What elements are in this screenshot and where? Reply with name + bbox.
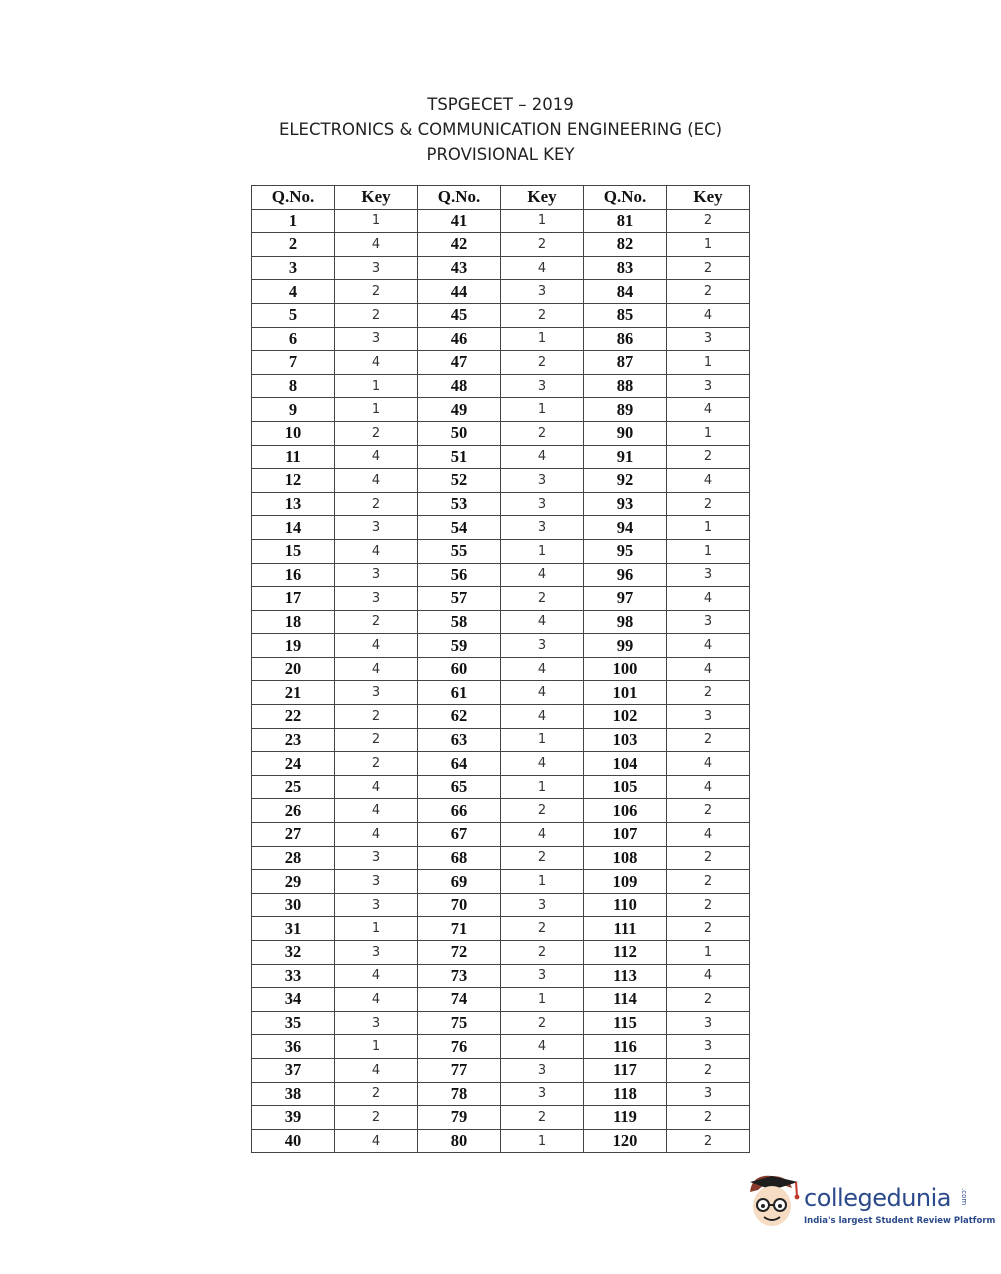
answer-key-cell: 2 [335, 752, 418, 776]
question-number-cell: 33 [252, 964, 335, 988]
answer-key-cell: 3 [667, 563, 750, 587]
question-number-cell: 55 [418, 539, 501, 563]
column-header-qno: Q.No. [252, 186, 335, 210]
answer-key-cell: 1 [667, 351, 750, 375]
question-number-cell: 103 [584, 728, 667, 752]
table-row [252, 705, 750, 729]
question-number-cell: 82 [584, 233, 667, 257]
question-number-cell: 90 [584, 421, 667, 445]
answer-key-cell: 4 [667, 587, 750, 611]
table-row [252, 374, 750, 398]
answer-key-cell: 2 [667, 988, 750, 1012]
answer-key-cell: 3 [667, 1011, 750, 1035]
answer-key-cell: 1 [501, 209, 584, 233]
answer-key-cell: 2 [667, 681, 750, 705]
question-number-cell: 52 [418, 469, 501, 493]
question-number-cell: 76 [418, 1035, 501, 1059]
question-number-cell: 107 [584, 823, 667, 847]
answer-key-cell: 4 [501, 657, 584, 681]
question-number-cell: 11 [252, 445, 335, 469]
question-number-cell: 41 [418, 209, 501, 233]
answer-key-cell: 3 [501, 516, 584, 540]
question-number-cell: 104 [584, 752, 667, 776]
table-row [252, 209, 750, 233]
question-number-cell: 54 [418, 516, 501, 540]
answer-key-table [251, 185, 750, 1153]
question-number-cell: 96 [584, 563, 667, 587]
answer-key-cell: 3 [667, 610, 750, 634]
table-row [252, 398, 750, 422]
question-number-cell: 10 [252, 421, 335, 445]
column-header-key: Key [335, 186, 418, 210]
answer-key-cell: 4 [335, 1129, 418, 1153]
exam-subject: ELECTRONICS & COMMUNICATION ENGINEERING (EC) [278, 120, 723, 139]
question-number-cell: 26 [252, 799, 335, 823]
question-number-cell: 111 [584, 917, 667, 941]
answer-key-cell: 3 [335, 327, 418, 351]
question-number-cell: 27 [252, 823, 335, 847]
question-number-cell: 80 [418, 1129, 501, 1153]
answer-key-cell: 3 [335, 870, 418, 894]
answer-key-cell: 1 [667, 233, 750, 257]
answer-key-cell: 2 [667, 280, 750, 304]
question-number-cell: 13 [252, 492, 335, 516]
question-number-cell: 83 [584, 256, 667, 280]
answer-key-cell: 3 [667, 705, 750, 729]
table-row [252, 988, 750, 1012]
table-row [252, 775, 750, 799]
answer-key-cell: 4 [335, 634, 418, 658]
answer-key-cell: 2 [501, 1011, 584, 1035]
answer-key-cell: 2 [667, 256, 750, 280]
question-number-cell: 108 [584, 846, 667, 870]
table-row [252, 681, 750, 705]
answer-key-cell: 3 [335, 893, 418, 917]
answer-key-cell: 2 [501, 917, 584, 941]
answer-key-cell: 2 [335, 421, 418, 445]
answer-key-cell: 4 [501, 681, 584, 705]
question-number-cell: 68 [418, 846, 501, 870]
question-number-cell: 62 [418, 705, 501, 729]
answer-key-cell: 2 [335, 728, 418, 752]
answer-key-cell: 2 [501, 846, 584, 870]
question-number-cell: 53 [418, 492, 501, 516]
answer-key-cell: 4 [501, 256, 584, 280]
table-row [252, 964, 750, 988]
question-number-cell: 110 [584, 893, 667, 917]
question-number-cell: 17 [252, 587, 335, 611]
question-number-cell: 67 [418, 823, 501, 847]
answer-key-cell: 2 [335, 610, 418, 634]
question-number-cell: 48 [418, 374, 501, 398]
answer-key-cell: 4 [335, 657, 418, 681]
answer-key-cell: 1 [667, 539, 750, 563]
answer-key-cell: 3 [501, 1058, 584, 1082]
question-number-cell: 85 [584, 303, 667, 327]
answer-key-cell: 4 [335, 469, 418, 493]
answer-key-cell: 2 [667, 870, 750, 894]
table-row [252, 421, 750, 445]
question-number-cell: 30 [252, 893, 335, 917]
answer-key-cell: 1 [501, 539, 584, 563]
question-number-cell: 78 [418, 1082, 501, 1106]
answer-key-cell: 2 [667, 799, 750, 823]
question-number-cell: 118 [584, 1082, 667, 1106]
question-number-cell: 28 [252, 846, 335, 870]
answer-key-cell: 3 [335, 256, 418, 280]
answer-key-cell: 1 [335, 374, 418, 398]
answer-key-cell: 1 [335, 1035, 418, 1059]
table-row [252, 469, 750, 493]
answer-key-cell: 3 [501, 893, 584, 917]
answer-key-cell: 3 [335, 1011, 418, 1035]
question-number-cell: 20 [252, 657, 335, 681]
question-number-cell: 9 [252, 398, 335, 422]
question-number-cell: 73 [418, 964, 501, 988]
table-row [252, 303, 750, 327]
answer-key-cell: 2 [501, 303, 584, 327]
question-number-cell: 120 [584, 1129, 667, 1153]
question-number-cell: 72 [418, 941, 501, 965]
question-number-cell: 99 [584, 634, 667, 658]
answer-key-cell: 3 [501, 634, 584, 658]
answer-key-cell: 1 [335, 398, 418, 422]
question-number-cell: 29 [252, 870, 335, 894]
question-number-cell: 112 [584, 941, 667, 965]
logo-tagline: India's largest Student Review Platform [804, 1216, 996, 1226]
table-row [252, 728, 750, 752]
answer-key-cell: 1 [501, 1129, 584, 1153]
table-row [252, 634, 750, 658]
answer-key-cell: 2 [335, 1106, 418, 1130]
answer-key-cell: 4 [501, 705, 584, 729]
question-number-cell: 113 [584, 964, 667, 988]
question-number-cell: 56 [418, 563, 501, 587]
question-number-cell: 91 [584, 445, 667, 469]
question-number-cell: 101 [584, 681, 667, 705]
question-number-cell: 1 [252, 209, 335, 233]
question-number-cell: 97 [584, 587, 667, 611]
answer-key-cell: 4 [501, 823, 584, 847]
answer-key-cell: 4 [335, 233, 418, 257]
question-number-cell: 69 [418, 870, 501, 894]
table-row [252, 1082, 750, 1106]
answer-key-cell: 2 [667, 1106, 750, 1130]
answer-key-cell: 4 [667, 964, 750, 988]
question-number-cell: 60 [418, 657, 501, 681]
question-number-cell: 58 [418, 610, 501, 634]
question-number-cell: 4 [252, 280, 335, 304]
answer-key-cell: 3 [335, 587, 418, 611]
answer-key-cell: 4 [335, 964, 418, 988]
answer-key-cell: 4 [667, 469, 750, 493]
question-number-cell: 61 [418, 681, 501, 705]
question-number-cell: 84 [584, 280, 667, 304]
question-number-cell: 119 [584, 1106, 667, 1130]
answer-key-cell: 3 [667, 1035, 750, 1059]
question-number-cell: 81 [584, 209, 667, 233]
table-row [252, 1035, 750, 1059]
answer-key-cell: 2 [667, 1129, 750, 1153]
question-number-cell: 66 [418, 799, 501, 823]
answer-key-cell: 4 [335, 823, 418, 847]
question-number-cell: 65 [418, 775, 501, 799]
answer-key-cell: 1 [667, 421, 750, 445]
answer-key-cell: 3 [335, 941, 418, 965]
question-number-cell: 63 [418, 728, 501, 752]
question-number-cell: 49 [418, 398, 501, 422]
question-number-cell: 5 [252, 303, 335, 327]
answer-key-cell: 1 [501, 870, 584, 894]
question-number-cell: 50 [418, 421, 501, 445]
answer-key-cell: 4 [335, 988, 418, 1012]
answer-key-cell: 2 [501, 351, 584, 375]
answer-key-cell: 2 [667, 728, 750, 752]
exam-title: TSPGECET – 2019 [427, 95, 574, 114]
answer-key-cell: 4 [501, 1035, 584, 1059]
answer-key-cell: 3 [501, 964, 584, 988]
table-row [252, 351, 750, 375]
column-header-key: Key [667, 186, 750, 210]
answer-key-cell: 3 [501, 280, 584, 304]
table-row [252, 870, 750, 894]
answer-key-cell: 2 [667, 917, 750, 941]
question-number-cell: 88 [584, 374, 667, 398]
answer-key-cell: 1 [667, 516, 750, 540]
logo-dotcom-text: .com [960, 1188, 968, 1206]
question-number-cell: 70 [418, 893, 501, 917]
answer-key-cell: 4 [667, 775, 750, 799]
question-number-cell: 74 [418, 988, 501, 1012]
answer-key-cell: 4 [335, 799, 418, 823]
answer-key-cell: 2 [335, 303, 418, 327]
question-number-cell: 18 [252, 610, 335, 634]
question-number-cell: 8 [252, 374, 335, 398]
question-number-cell: 25 [252, 775, 335, 799]
table-row [252, 1129, 750, 1153]
question-number-cell: 71 [418, 917, 501, 941]
question-number-cell: 51 [418, 445, 501, 469]
answer-key-cell: 4 [667, 398, 750, 422]
table-row [252, 539, 750, 563]
answer-key-cell: 4 [335, 775, 418, 799]
question-number-cell: 77 [418, 1058, 501, 1082]
answer-key-cell: 3 [501, 492, 584, 516]
question-number-cell: 43 [418, 256, 501, 280]
question-number-cell: 114 [584, 988, 667, 1012]
answer-key-cell: 2 [667, 445, 750, 469]
question-number-cell: 12 [252, 469, 335, 493]
answer-key-cell: 3 [501, 374, 584, 398]
question-number-cell: 115 [584, 1011, 667, 1035]
question-number-cell: 106 [584, 799, 667, 823]
question-number-cell: 6 [252, 327, 335, 351]
key-type: PROVISIONAL KEY [426, 145, 575, 164]
answer-key-cell: 4 [335, 1058, 418, 1082]
answer-key-cell: 1 [501, 398, 584, 422]
answer-key-cell: 1 [501, 327, 584, 351]
answer-key-cell: 2 [667, 846, 750, 870]
answer-key-cell: 2 [335, 280, 418, 304]
question-number-cell: 75 [418, 1011, 501, 1035]
answer-key-cell: 4 [667, 303, 750, 327]
question-number-cell: 86 [584, 327, 667, 351]
question-number-cell: 7 [252, 351, 335, 375]
question-number-cell: 16 [252, 563, 335, 587]
question-number-cell: 24 [252, 752, 335, 776]
answer-key-cell: 2 [335, 1082, 418, 1106]
answer-key-cell: 3 [667, 327, 750, 351]
answer-key-cell: 2 [501, 587, 584, 611]
answer-key-cell: 1 [501, 988, 584, 1012]
question-number-cell: 14 [252, 516, 335, 540]
question-number-cell: 92 [584, 469, 667, 493]
answer-key-cell: 3 [335, 516, 418, 540]
question-number-cell: 40 [252, 1129, 335, 1153]
answer-key-cell: 2 [667, 209, 750, 233]
answer-key-cell: 3 [667, 1082, 750, 1106]
column-header-key: Key [501, 186, 584, 210]
answer-key-cell: 2 [667, 1058, 750, 1082]
collegedunia-mascot-icon [742, 1170, 802, 1232]
logo-brand-text: collegedunia [804, 1184, 952, 1212]
answer-key-cell: 4 [667, 752, 750, 776]
answer-key-cell: 4 [667, 657, 750, 681]
question-number-cell: 44 [418, 280, 501, 304]
answer-key-cell: 2 [667, 893, 750, 917]
answer-key-cell: 2 [501, 233, 584, 257]
answer-key-cell: 3 [501, 469, 584, 493]
question-number-cell: 100 [584, 657, 667, 681]
table-row [252, 256, 750, 280]
answer-key-cell: 4 [667, 823, 750, 847]
question-number-cell: 45 [418, 303, 501, 327]
question-number-cell: 87 [584, 351, 667, 375]
table-row [252, 1058, 750, 1082]
answer-key-cell: 3 [335, 563, 418, 587]
question-number-cell: 46 [418, 327, 501, 351]
answer-key-cell: 2 [501, 941, 584, 965]
question-number-cell: 35 [252, 1011, 335, 1035]
answer-key-cell: 1 [667, 941, 750, 965]
question-number-cell: 102 [584, 705, 667, 729]
question-number-cell: 36 [252, 1035, 335, 1059]
question-number-cell: 32 [252, 941, 335, 965]
question-number-cell: 64 [418, 752, 501, 776]
question-number-cell: 117 [584, 1058, 667, 1082]
table-row [252, 846, 750, 870]
table-row [252, 1011, 750, 1035]
question-number-cell: 47 [418, 351, 501, 375]
table-row [252, 610, 750, 634]
answer-key-cell: 2 [501, 421, 584, 445]
question-number-cell: 89 [584, 398, 667, 422]
question-number-cell: 21 [252, 681, 335, 705]
answer-key-cell: 4 [501, 445, 584, 469]
table-row [252, 917, 750, 941]
question-number-cell: 22 [252, 705, 335, 729]
question-number-cell: 23 [252, 728, 335, 752]
table-row [252, 941, 750, 965]
table-row [252, 799, 750, 823]
answer-key-cell: 2 [667, 492, 750, 516]
table-row [252, 233, 750, 257]
question-number-cell: 105 [584, 775, 667, 799]
question-number-cell: 31 [252, 917, 335, 941]
answer-key-cell: 4 [335, 539, 418, 563]
question-number-cell: 39 [252, 1106, 335, 1130]
question-number-cell: 93 [584, 492, 667, 516]
answer-key-cell: 4 [667, 634, 750, 658]
question-number-cell: 3 [252, 256, 335, 280]
table-row [252, 657, 750, 681]
answer-key-cell: 4 [501, 610, 584, 634]
table-row [252, 280, 750, 304]
question-number-cell: 94 [584, 516, 667, 540]
question-number-cell: 42 [418, 233, 501, 257]
question-number-cell: 109 [584, 870, 667, 894]
question-number-cell: 59 [418, 634, 501, 658]
question-number-cell: 38 [252, 1082, 335, 1106]
answer-key-cell: 3 [667, 374, 750, 398]
table-row [252, 445, 750, 469]
table-row [252, 752, 750, 776]
table-row [252, 327, 750, 351]
answer-key-cell: 4 [501, 752, 584, 776]
answer-key-cell: 2 [501, 1106, 584, 1130]
document-header [0, 92, 1001, 167]
answer-key-cell: 3 [335, 681, 418, 705]
answer-key-cell: 1 [501, 775, 584, 799]
answer-key-cell: 3 [501, 1082, 584, 1106]
answer-key-cell: 1 [335, 209, 418, 233]
question-number-cell: 34 [252, 988, 335, 1012]
answer-key-cell: 4 [335, 445, 418, 469]
answer-key-cell: 1 [335, 917, 418, 941]
answer-key-cell: 2 [335, 492, 418, 516]
table-row [252, 587, 750, 611]
answer-key-cell: 1 [501, 728, 584, 752]
column-header-qno: Q.No. [418, 186, 501, 210]
table-row [252, 893, 750, 917]
question-number-cell: 19 [252, 634, 335, 658]
answer-key-cell: 2 [501, 799, 584, 823]
table-header-row [252, 186, 750, 210]
question-number-cell: 2 [252, 233, 335, 257]
answer-key-cell: 4 [501, 563, 584, 587]
table-row [252, 823, 750, 847]
table-row [252, 492, 750, 516]
question-number-cell: 57 [418, 587, 501, 611]
question-number-cell: 95 [584, 539, 667, 563]
collegedunia-logo [742, 1168, 996, 1238]
answer-key-cell: 4 [335, 351, 418, 375]
question-number-cell: 98 [584, 610, 667, 634]
answer-key-cell: 2 [335, 705, 418, 729]
question-number-cell: 79 [418, 1106, 501, 1130]
table-row [252, 563, 750, 587]
question-number-cell: 37 [252, 1058, 335, 1082]
question-number-cell: 116 [584, 1035, 667, 1059]
answer-key-cell: 3 [335, 846, 418, 870]
table-row [252, 1106, 750, 1130]
column-header-qno: Q.No. [584, 186, 667, 210]
table-row [252, 516, 750, 540]
question-number-cell: 15 [252, 539, 335, 563]
